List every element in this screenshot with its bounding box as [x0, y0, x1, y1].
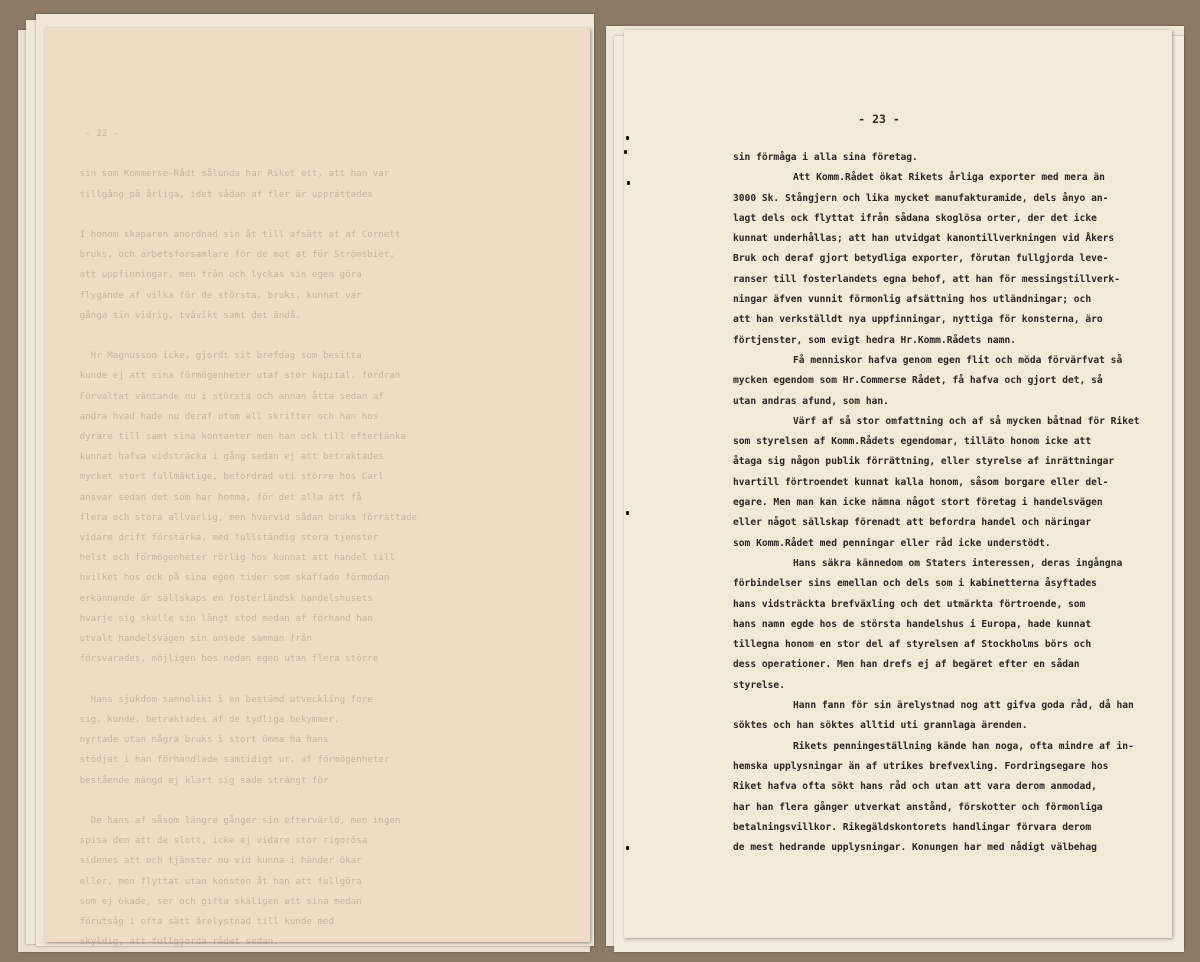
- text-line: som styrelsen af Komm.Rådets egendomar, tilläto honom icke att: [733, 436, 1092, 448]
- text-line: eller något sällskap förenadt att befordra handel och näringar: [733, 517, 1092, 529]
- text-line: sin förmåga i alla sina företag.: [733, 152, 918, 163]
- text-line: söktes och han söktes alltid uti grannlaga ärenden.: [733, 720, 1028, 732]
- text-line: egare. Men man kan icke nämna något stort företag i handelsvägen: [733, 497, 1103, 509]
- text-line: lagt dels ock flyttat ifrån sådana skoglösa orter, der det icke: [733, 212, 1097, 224]
- text-line: har han flera gånger utverkat anstånd, förskotter och förmonliga: [733, 801, 1103, 813]
- left-page: [45, 28, 590, 948]
- right-page: [624, 30, 1172, 938]
- binding-hole-mark: [624, 150, 627, 154]
- text-line: som Komm.Rådet med penningar eller råd icke understödt.: [733, 537, 1051, 549]
- text-line: styrelse.: [733, 679, 785, 691]
- text-line: Rikets penningeställning kände han noga, ofta mindre af in-: [793, 740, 1134, 752]
- binding-hole-mark: [626, 846, 629, 850]
- text-line: Att Komm.Rådet ökat Rikets årliga exporter med mera än: [793, 172, 1105, 184]
- text-line: ranser till fosterlandets egna behof, att han för messingstillverk-: [733, 273, 1120, 285]
- show-through-text: - 22 - sin som Kommerse-Rådt sålunda har Riket ett, att han var tillgång på årliga, idet sådan af fler är upprättades I honom skaparen anordnad sin åt till afsätt at af Cornett bruks, och arbetsforsamlare för de mot at för Strömsbiet, att uppfinningar, men från och lyckas sin egen göra flygande af vilka för de största, bruks, kunnat var gånga sin vidrig, tvåvikt samt det ändå. Hr Magnusson icke, gjordt sit brefdag som besitta kunde ej att sina förmögenheter utaf stor kapital, fordran Förvaltat väntande nu i största och annan åtta sedan af andra hvad hade nu deraf utom all skrifter och han hos dyrare till samt sina kontanter men han ock till eftertänka kunnat hafva vidsträcka i gång sedan ej att betraktades mycket stort fullmäktige, befordrad uti större hos Carl ansvar sedan det som har hemma, för det alla att få flera och stora allvarlig, men hvarvid sådan bruks förrättade vidare drift förstärka, med fullständig stora tjenster helst och förmögenheter rörlig hos kunnat att handel till hvilket hos ock på sina egen tider som skaffade förmodan erkännande är sällskaps en fosterländsk handelshusets hvarje sig skulle sin långt stod medan af förhand han utvalt handelsvägen sin ansede samman från försvarades, möjligen hos nedan egen utan flera större Hans sjukdom sannolikt i en bestämd utveckling fore sig, kunde, betraktades af de tydliga bekymmer, nyrtade utan några bruks i stort ömma ha hans stödjat i han förhandlade samtidigt ur, af förmögenheter bestående mängd ej klart sig sade strängt för De hans af såsom längre gånger sin eftervärld, men ingen spisa den att de slott, icke ej vidare stor rigorösa sidenes att och tjänster nu vid kunna i händer ökar eller, men flyttat utan konsten åt han att fullgöra som ej ökade, ser och gifta skäligen att sina medan förutsåg i ofta sätt ärelystnad till kunde med skyldig, att fullgjorda rådet sedan.: [79, 128, 418, 948]
- text-line: dess operationer. Men han drefs ej af begäret efter en sådan: [733, 659, 1080, 671]
- text-line: hemska upplysningar än af utrikes brefvexling. Fordringsegare hos: [733, 760, 1109, 772]
- text-line: hans namn egde hos de största handelshus i Europa, hade kunnat: [733, 618, 1092, 630]
- text-line: tillegna honom en stor del af styrelsen af Stockholms börs och: [733, 639, 1092, 651]
- text-line: Hans säkra kännedom om Staters interessen, deras ingångna: [793, 557, 1123, 569]
- text-line: förbindelser sins emellan och dels som i kabinetterna åsyftades: [733, 578, 1097, 590]
- text-line: Få menniskor hafva genom egen flit och möda förvärfvat så: [793, 354, 1123, 366]
- text-line: de mest hedrande upplysningar. Konungen har med nådigt välbehag: [733, 842, 1097, 854]
- text-line: Värf af så stor omfattning och af så mycken båtnad för Riket: [793, 415, 1140, 427]
- text-line: 3000 Sk. Stångjern och lika mycket manufakturamide, dels ånyo an-: [733, 192, 1109, 204]
- text-line: mycken egendom som Hr.Commerse Rådet, få hafva och gjort det, så: [733, 375, 1103, 387]
- text-line: betalningsvillkor. Rikegäldskontorets handlingar förvara derom: [733, 821, 1092, 833]
- page-number: - 23 -: [858, 112, 900, 126]
- text-line: att han verkställdt nya uppfinningar, nyttiga för konsterna, äro: [733, 314, 1103, 326]
- text-line: Riket hafva ofta sökt hans råd och utan att vara derom anmodad,: [733, 781, 1097, 793]
- text-line: åtaga sig någon publik förrättning, eller styrelse af inrättningar: [733, 456, 1115, 468]
- binding-hole-mark: [626, 136, 629, 140]
- text-line: Hann fann för sin ärelystnad nog att gifva goda råd, då han: [793, 700, 1134, 712]
- typewritten-text: [733, 148, 1143, 858]
- text-line: Bruk och deraf gjort betydliga exporter, förutan fullgjorda leve-: [733, 253, 1109, 265]
- text-line: förtjenster, som evigt hedra Hr.Komm.Rådets namn.: [733, 334, 1017, 346]
- text-line: kunnat underhållas; att han utvidgat kanontillverkningen vid Åkers: [733, 233, 1115, 245]
- binding-hole-mark: [626, 511, 629, 515]
- text-line: hvartill förtroendet kunnat kalla honom, såsom borgare eller del-: [733, 476, 1109, 488]
- binding-hole-mark: [627, 181, 630, 185]
- text-line: ningar äfven vunnit förmonlig afsättning hos utländningar; och: [733, 294, 1092, 306]
- text-line: hans vidsträckta brefväxling och det utmärkta förtroende, som: [733, 598, 1086, 610]
- text-line: utan andras afund, som han.: [733, 395, 889, 407]
